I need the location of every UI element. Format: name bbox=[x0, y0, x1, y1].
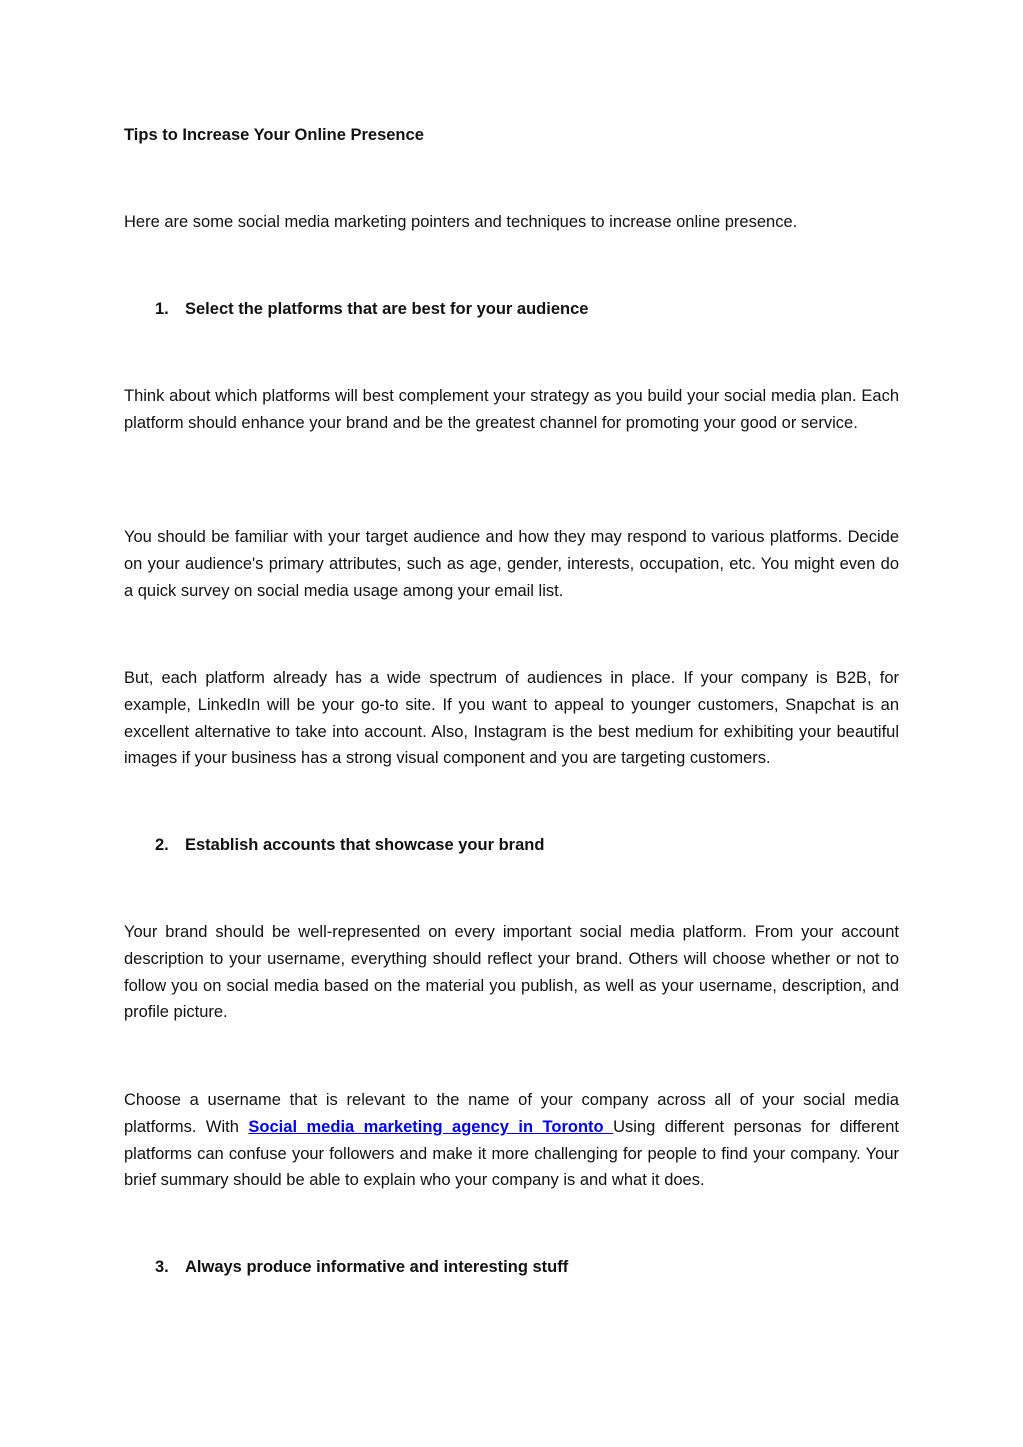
section-heading-text: Establish accounts that showcase your brand bbox=[185, 836, 545, 854]
section-number: 1. bbox=[155, 300, 169, 318]
section-1-paragraph-1: Think about which platforms will best complement your strategy as you build your social media plan. Each platform should enhance your brand and be the greatest channel for promoting your good or service. bbox=[124, 387, 899, 432]
section-3-heading bbox=[124, 1254, 899, 1281]
paragraph-text-before-link: Choose a username that is relevant to the name of your company across all of your social media platforms. With bbox=[124, 1091, 899, 1136]
section-2-paragraph-2 bbox=[124, 1087, 899, 1194]
section-2-paragraph-1: Your brand should be well-represented on every important social media platform. From your account description to your username, everything should reflect your brand. Others will choose whether or not to follow you on social media based on the material you publish, as well as your username, description, and profile picture. bbox=[124, 923, 899, 1022]
toronto-agency-link[interactable]: Social media marketing agency in Toronto bbox=[248, 1117, 614, 1136]
section-number: 2. bbox=[155, 836, 169, 854]
intro-paragraph: Here are some social media marketing pointers and techniques to increase online presence. bbox=[124, 213, 798, 231]
section-heading-text: Select the platforms that are best for your audience bbox=[185, 300, 589, 318]
section-1-heading bbox=[124, 296, 899, 323]
section-number: 3. bbox=[155, 1258, 169, 1276]
paragraph-text-after-link: Using different personas for different platforms can confuse your followers and make it more challenging for people to find your company. Your brief summary should be able to explain who your company is and what it does. bbox=[124, 1117, 900, 1190]
section-1-paragraph-3: But, each platform already has a wide spectrum of audiences in place. If your company is B2B, for example, LinkedIn will be your go-to site. If you want to appeal to younger customers, Snapchat is an excellent alternative to take into account. Also, Instagram is the best medium for exhibiting your beautiful images if your business has a strong visual component and you are targeting customers. bbox=[124, 669, 899, 768]
section-1-paragraph-2: You should be familiar with your target audience and how they may respond to various platforms. Decide on your audience's primary attributes, such as age, gender, interests, occupation, etc. You might even do a quick survey on social media usage among your email list. bbox=[124, 528, 899, 600]
section-2-heading bbox=[124, 832, 899, 859]
document-title: Tips to Increase Your Online Presence bbox=[124, 126, 424, 144]
section-heading-text: Always produce informative and interesting stuff bbox=[185, 1258, 569, 1276]
